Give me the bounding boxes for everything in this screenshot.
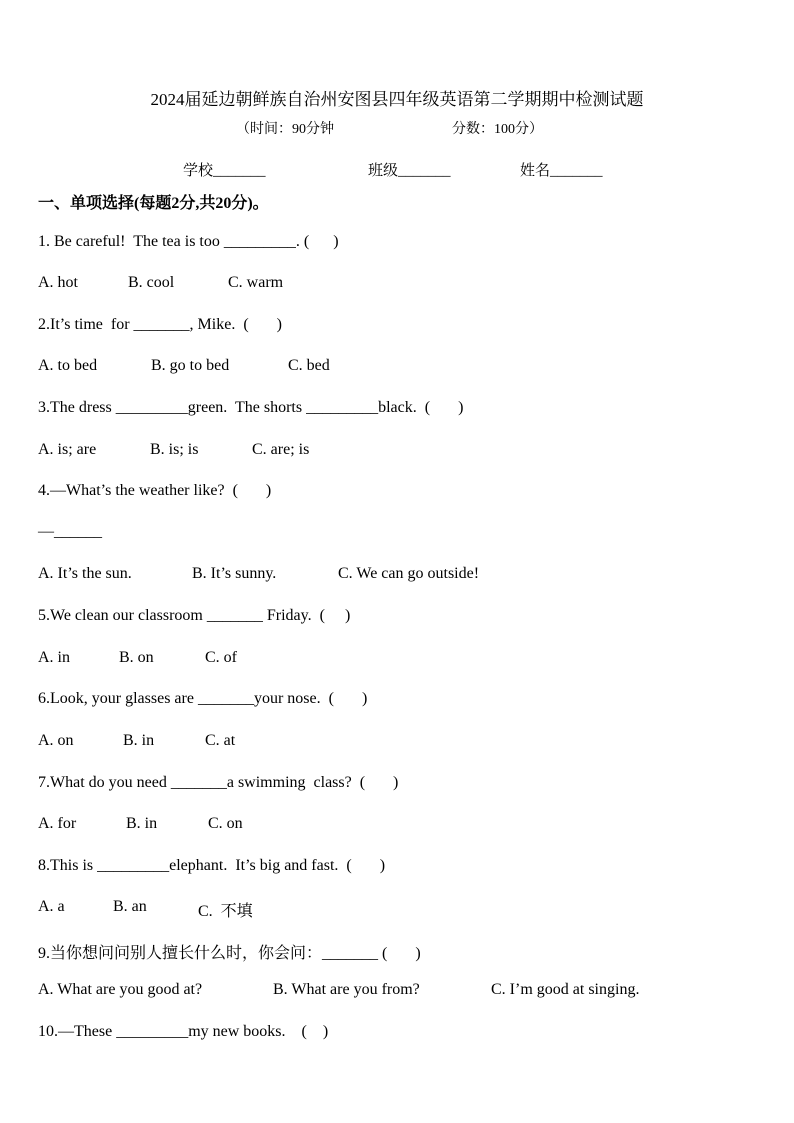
question-8: 8.This is _________elephant. It’s big and fast. ( ): [38, 857, 386, 874]
question-10: 10.—These _________my new books. ( ): [38, 1023, 329, 1040]
q2-option-a: A. to bed: [38, 357, 98, 374]
exam-time: （时间：90分钟: [236, 122, 334, 137]
q3-option-c: C. are; is: [252, 441, 310, 458]
q4-option-b: B. It’s sunny.: [192, 565, 277, 582]
q4-option-c: C. We can go outside!: [338, 565, 480, 582]
q7-option-c: C. on: [208, 815, 243, 832]
q1-option-a: A. hot: [38, 274, 78, 291]
q3-option-a: A. is; are: [38, 441, 97, 458]
school-field: 学校_______: [183, 163, 266, 179]
class-field: 班级_______: [368, 163, 451, 179]
q2-option-c: C. bed: [288, 357, 330, 374]
question-5: 5.We clean our classroom _______ Friday. ( ): [38, 607, 351, 624]
name-field: 姓名_______: [520, 163, 603, 179]
question-2: 2.It’s time for _______, Mike. ( ): [38, 316, 282, 333]
question-6: 6.Look, your glasses are _______your nose. ( ): [38, 690, 368, 707]
q6-option-c: C. at: [205, 732, 236, 749]
q8-option-b: B. an: [113, 898, 147, 915]
q9-option-b: B. What are you from?: [273, 981, 420, 998]
q7-option-a: A. for: [38, 815, 77, 832]
q5-option-b: B. on: [119, 649, 154, 666]
q9-option-a: A. What are you good at?: [38, 981, 203, 998]
q4-option-a: A. It’s the sun.: [38, 565, 132, 582]
q9-option-c: C. I’m good at singing.: [491, 981, 640, 998]
q5-option-a: A. in: [38, 649, 70, 666]
question-9: 9.当你想问问别人擅长什么时，你会问：_______ ( ): [38, 945, 421, 962]
q3-option-b: B. is; is: [150, 441, 199, 458]
q2-option-b: B. go to bed: [151, 357, 230, 374]
question-7: 7.What do you need _______a swimming class? ( ): [38, 774, 399, 791]
section-heading: 一、单项选择(每题2分,共20分)。: [38, 195, 269, 212]
exam-score: 分数：100分）: [452, 122, 543, 137]
q1-option-c: C. warm: [228, 274, 284, 291]
q1-option-b: B. cool: [128, 274, 175, 291]
question-3: 3.The dress _________green. The shorts _________black. ( ): [38, 399, 464, 416]
q4-answer-line: —______: [38, 523, 102, 540]
q6-option-b: B. in: [123, 732, 155, 749]
q8-option-a: A. a: [38, 898, 65, 915]
q6-option-a: A. on: [38, 732, 74, 749]
question-1: 1. Be careful! The tea is too _________. ( ): [38, 233, 339, 250]
q5-option-c: C. of: [205, 649, 237, 666]
q8-option-c: C. 不填: [198, 903, 253, 920]
page-title: 2024届延边朝鲜族自治州安图县四年级英语第二学期期中检测试题: [150, 90, 644, 109]
q7-option-b: B. in: [126, 815, 158, 832]
question-4: 4.—What’s the weather like? ( ): [38, 482, 272, 499]
